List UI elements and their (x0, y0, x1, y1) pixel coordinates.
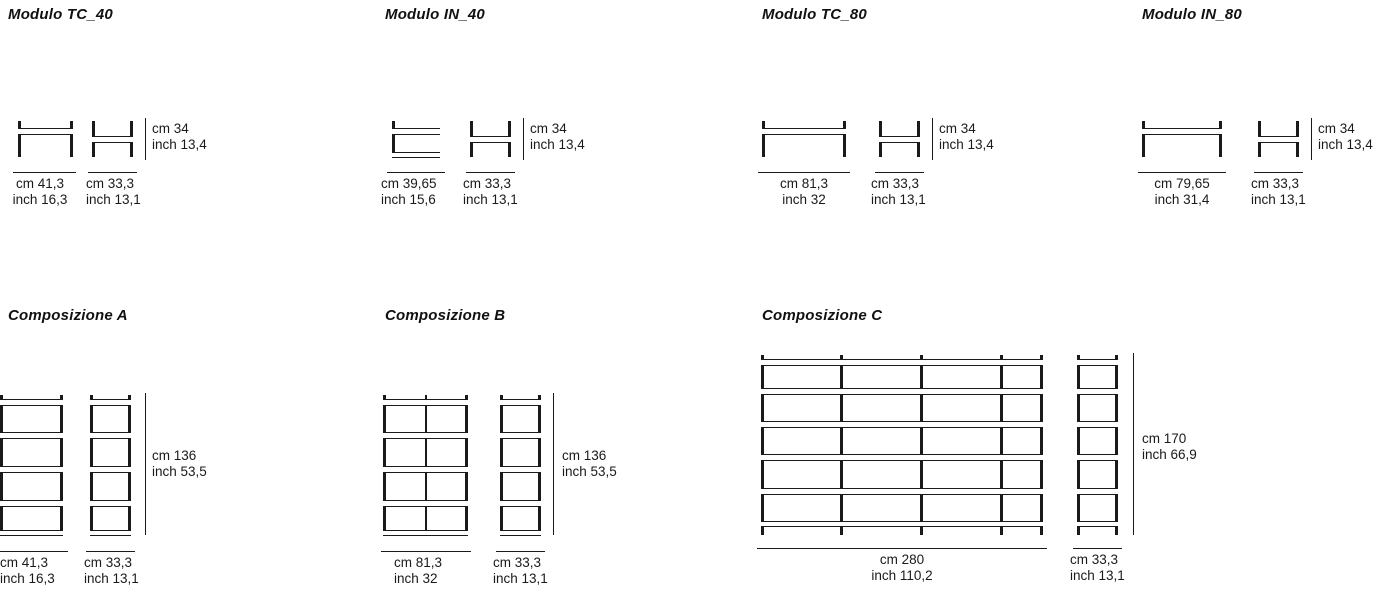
dimension-line-side (1254, 172, 1303, 173)
module-in80-height-rule (1311, 118, 1312, 160)
dimension-line-front (758, 172, 850, 173)
shelf-4 (761, 454, 1043, 461)
composition-title-a: Composizione A (8, 307, 128, 324)
shelf-3 (1077, 421, 1118, 428)
shelf-2 (1077, 388, 1118, 395)
shelf-top (392, 128, 440, 135)
shelf-1 (383, 399, 468, 406)
shelf-5 (90, 530, 131, 536)
shelf-2 (383, 432, 468, 439)
dimension-line-side (496, 551, 545, 552)
module-tc80-height-rule (932, 118, 933, 160)
shelf-top (762, 128, 846, 135)
composition-b-height-rule (553, 393, 554, 535)
shelf-2 (90, 432, 131, 439)
composition-title-c: Composizione C (762, 307, 883, 324)
post-left (90, 395, 93, 535)
composition-a-height-rule (145, 393, 146, 535)
shelf-6 (761, 521, 1043, 527)
composition-c-side-dim: cm 33,3 inch 13,1 (1070, 552, 1125, 583)
module-tc80-height-dim: cm 34 inch 13,4 (939, 121, 994, 152)
dimension-line-side (88, 172, 137, 173)
post-1 (761, 355, 764, 535)
shelf-mid (92, 136, 133, 143)
module-tc40-side-dim: cm 33,3 inch 13,1 (86, 176, 141, 207)
post-left (500, 395, 503, 535)
post-right (465, 395, 468, 535)
post-left (383, 395, 386, 535)
shelf-2 (0, 432, 63, 439)
composition-c-front-dim: cm 280 inch 110,2 (871, 552, 933, 583)
module-tc40-front-dim: cm 41,3 inch 16,3 (12, 176, 68, 207)
dimension-line-side (1073, 548, 1122, 549)
composition-a-height-dim: cm 136 inch 53,5 (152, 448, 207, 479)
dimension-line-front (0, 551, 68, 552)
shelf-3 (761, 421, 1043, 428)
shelf-5 (500, 530, 541, 536)
shelf-4 (500, 500, 541, 507)
post-left (18, 121, 21, 157)
shelf-5 (383, 530, 468, 536)
shelf-2 (500, 432, 541, 439)
post-left (1142, 121, 1145, 157)
shelf-5 (761, 488, 1043, 495)
dimension-line-front (13, 172, 76, 173)
shelf-5 (1077, 488, 1118, 495)
post-right (70, 121, 73, 157)
shelf-4 (0, 500, 63, 507)
composition-b-front-dim: cm 81,3 inch 32 (394, 555, 443, 586)
module-title-tc40: Modulo TC_40 (8, 6, 113, 23)
post-2 (840, 355, 843, 535)
post-left (1077, 355, 1080, 535)
shelf-3 (383, 466, 468, 473)
composition-title-b: Composizione B (385, 307, 506, 324)
composition-c-height-dim: cm 170 inch 66,9 (1142, 431, 1197, 462)
module-in40-height-dim: cm 34 inch 13,4 (530, 121, 585, 152)
shelf-3 (0, 466, 63, 473)
shelf-4 (1077, 454, 1118, 461)
shelf-top (1142, 128, 1222, 135)
post-5 (1040, 355, 1043, 535)
shelf-mid (879, 136, 920, 143)
post-left (0, 395, 3, 535)
shelf-3 (90, 466, 131, 473)
post-right (60, 395, 63, 535)
post-right (128, 395, 131, 535)
shelf-3 (500, 466, 541, 473)
post-left (762, 121, 765, 157)
dimension-line-front (381, 551, 471, 552)
module-title-in80: Modulo IN_80 (1142, 6, 1242, 23)
shelf-1 (500, 399, 541, 406)
module-tc80-front-dim: cm 81,3 inch 32 (779, 176, 829, 207)
post-right (1219, 121, 1222, 157)
module-in40-front-dim: cm 39,65 inch 15,6 (381, 176, 437, 207)
module-tc40-height-dim: cm 34 inch 13,4 (152, 121, 207, 152)
composition-b-height-dim: cm 136 inch 53,5 (562, 448, 617, 479)
shelf-6 (1077, 521, 1118, 527)
post-3 (920, 355, 923, 535)
shelf-2 (761, 388, 1043, 395)
composition-a-side-dim: cm 33,3 inch 13,1 (84, 555, 139, 586)
dimension-line-side (875, 172, 924, 173)
shelf-mid (1258, 136, 1299, 143)
module-in80-side-dim: cm 33,3 inch 13,1 (1251, 176, 1306, 207)
dimension-line-side (86, 551, 135, 552)
shelf-1 (0, 399, 63, 406)
post-right (538, 395, 541, 535)
dimension-line-front (1138, 172, 1226, 173)
post-mid (425, 395, 427, 535)
post-4 (1000, 355, 1003, 535)
shelf-1 (90, 399, 131, 406)
shelf-bottom (392, 152, 440, 158)
shelf-1 (1077, 359, 1118, 366)
dimension-line-front (387, 172, 445, 173)
shelf-4 (383, 500, 468, 507)
post-right (843, 121, 846, 157)
module-in40-height-rule (523, 118, 524, 160)
shelf-mid (470, 136, 511, 143)
dimension-line-front (757, 548, 1047, 549)
module-title-tc80: Modulo TC_80 (762, 6, 867, 23)
shelf-5 (0, 530, 63, 536)
shelf-1 (761, 359, 1043, 366)
dimension-line-side (466, 172, 515, 173)
composition-b-side-dim: cm 33,3 inch 13,1 (493, 555, 548, 586)
shelf-4 (90, 500, 131, 507)
module-title-in40: Modulo IN_40 (385, 6, 485, 23)
composition-c-height-rule (1133, 353, 1134, 535)
module-tc80-side-dim: cm 33,3 inch 13,1 (871, 176, 926, 207)
module-in80-height-dim: cm 34 inch 13,4 (1318, 121, 1373, 152)
module-tc40-height-rule (145, 118, 146, 160)
module-in40-side-dim: cm 33,3 inch 13,1 (463, 176, 518, 207)
module-in80-front-dim: cm 79,65 inch 31,4 (1154, 176, 1210, 207)
shelf-top (18, 128, 73, 135)
post-right (1115, 355, 1118, 535)
composition-a-front-dim: cm 41,3 inch 16,3 (0, 555, 55, 586)
